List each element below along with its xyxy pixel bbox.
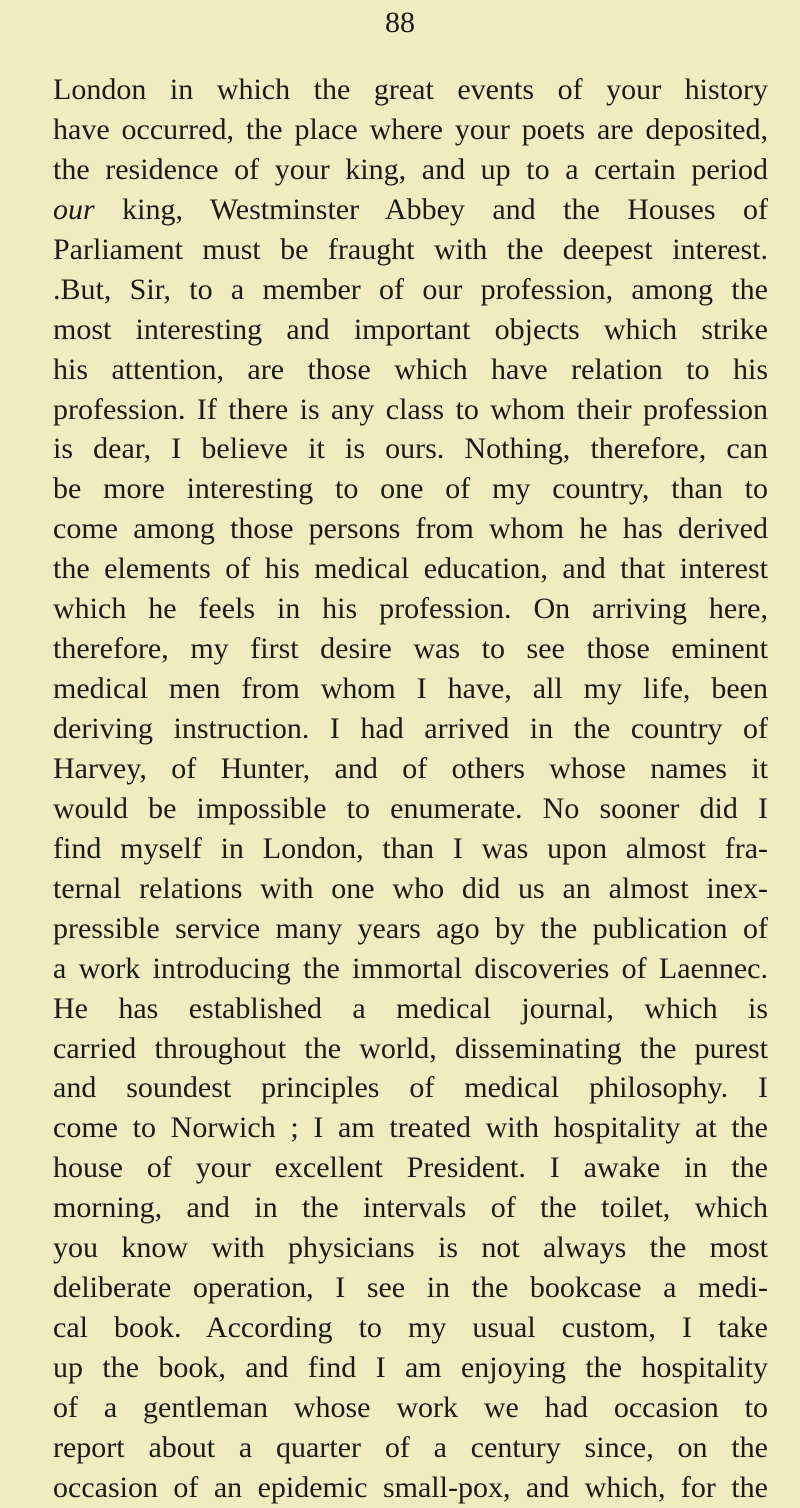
text-line: deliberate operation, I see in the bookcase a medi-: [53, 1271, 768, 1305]
body-text: [53, 70, 768, 1508]
text-line: a work introducing the immortal discoveries of Laennec.: [53, 951, 768, 985]
text-line: which he feels in his profession. On arriving here,: [53, 592, 768, 626]
text-line: profession. If there is any class to whom their profession: [53, 392, 768, 426]
text-line: the residence of your king, and up to a certain period: [53, 152, 768, 186]
text-line: medical men from whom I have, all my life, been: [53, 672, 768, 706]
text-line: our king, Westminster Abbey and the Houses of: [53, 192, 768, 226]
page-number: 88: [385, 6, 415, 39]
text-line: you know with physicians is not always the most: [53, 1231, 768, 1265]
text-line: Harvey, of Hunter, and of others whose names it: [53, 751, 768, 785]
text-line: up the book, and find I am enjoying the hospitality: [53, 1351, 768, 1384]
text-line: is dear, I believe it is ours. Nothing, therefore, can: [53, 432, 768, 466]
text-line: pressible service many years ago by the publication of: [53, 911, 768, 945]
text-line: most interesting and important objects which strike: [53, 312, 768, 346]
text-line: London in which the great events of your history: [53, 73, 768, 106]
text-line: and soundest principles of medical philosophy. I: [53, 1071, 768, 1105]
text-line: therefore, my first desire was to see those eminent: [53, 632, 768, 666]
text-line: report about a quarter of a century since, on the: [53, 1430, 768, 1464]
text-line: .But, Sir, to a member of our profession, among the: [53, 272, 768, 306]
text-line: be more interesting to one of my country, than to: [53, 472, 768, 506]
text-line: ternal relations with one who did us an almost inex-: [53, 871, 768, 905]
text-line: the elements of his medical education, and that interest: [53, 552, 768, 586]
text-line: occasion of an epidemic small-pox, and which, for the: [53, 1470, 768, 1504]
text-line: house of your excellent President. I awake in the: [53, 1151, 768, 1185]
text-line: his attention, are those which have relation to his: [53, 352, 768, 386]
text-line: morning, and in the intervals of the toilet, which: [53, 1191, 768, 1225]
text-line: of a gentleman whose work we had occasion to: [53, 1390, 768, 1424]
text-line: Parliament must be fraught with the deepest interest.: [53, 232, 768, 266]
text-line: would be impossible to enumerate. No sooner did I: [53, 791, 768, 825]
text-line: come to Norwich ; I am treated with hospitality at the: [53, 1111, 768, 1145]
text-line: find myself in London, than I was upon almost fra-: [53, 831, 768, 865]
text-line: come among those persons from whom he has derived: [53, 512, 768, 546]
text-line: have occurred, the place where your poets are deposited,: [53, 112, 768, 146]
text-line: cal book. According to my usual custom, I take: [53, 1311, 768, 1345]
text-line: carried throughout the world, disseminating the purest: [53, 1031, 768, 1065]
text-line: deriving instruction. I had arrived in the country of: [53, 712, 768, 745]
text-line: He has established a medical journal, which is: [53, 991, 768, 1025]
